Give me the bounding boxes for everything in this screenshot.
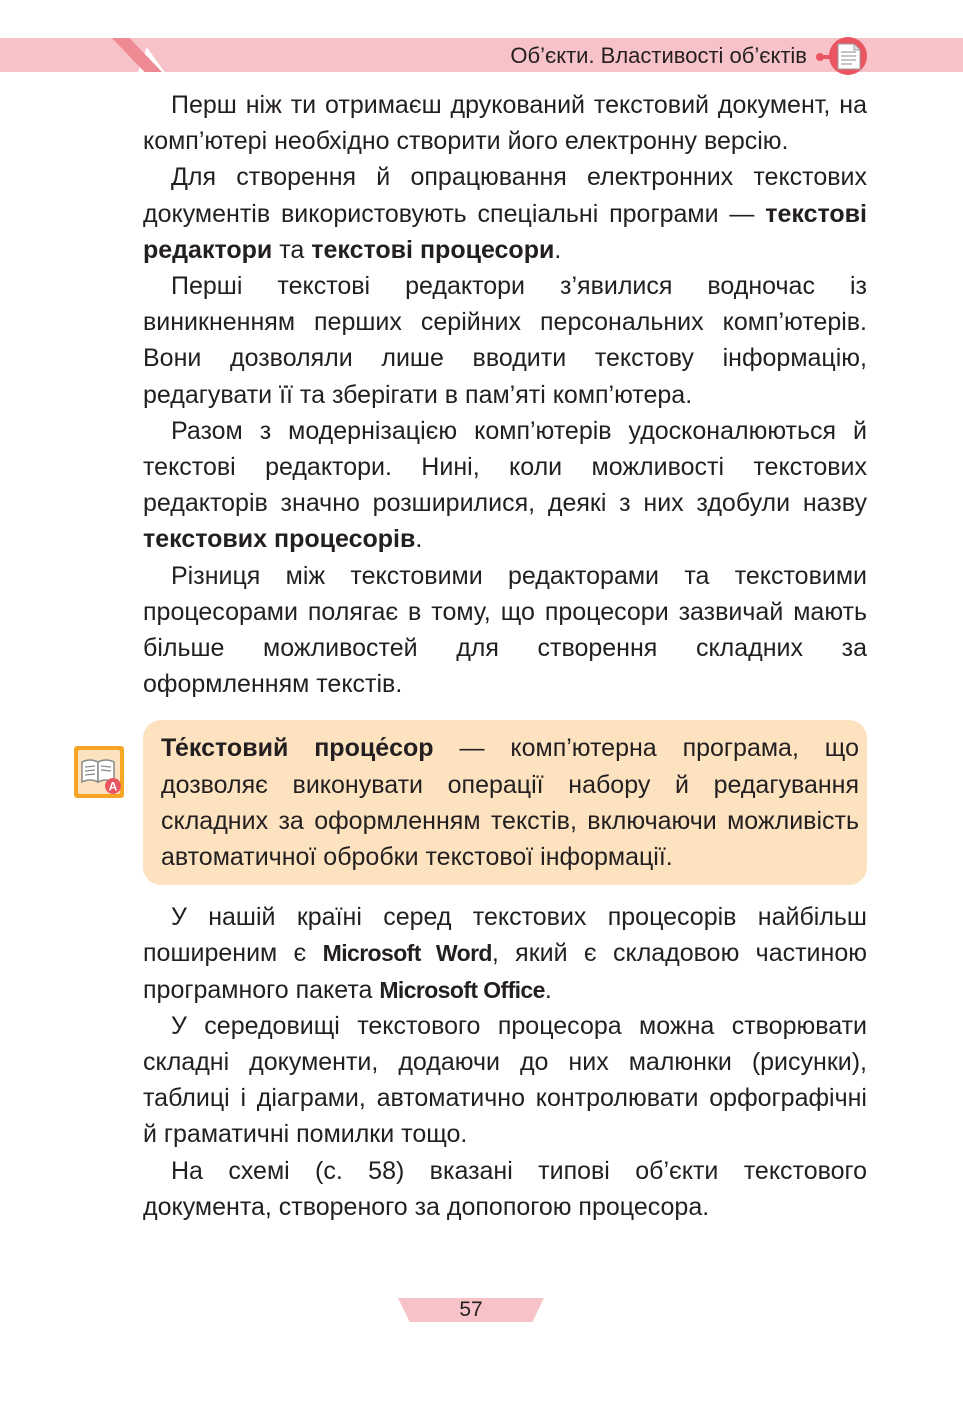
product-name-office: Microsoft Office <box>379 976 545 1003</box>
svg-text:A: A <box>108 779 118 794</box>
paragraph-6: У нашій країні серед текстових процесорів найбільш поширеним є Microsoft Word, який є складовою частиною програмного пакета Microsoft Office. <box>143 903 867 1004</box>
running-header-title: Об’єкти. Властивості об’єктів <box>510 43 807 68</box>
dictionary-icon <box>72 744 126 800</box>
term-text-processors-gen: текстових процесорів <box>143 525 416 554</box>
definition-text: Те́кстовий проце́сор — комп’ютерна програма, що дозволяє виконувати операції набору й редагування складних за оформленням текстів, включаючи можливість автоматичної обробки текстової інформації. <box>161 734 859 872</box>
paragraph-5: Різниця між текстовими редакторами та текстовими процесорами полягає в тому, що процесори зазвичай мають більше можливостей для створення складних за оформленням текстів. <box>143 561 867 699</box>
document-icon <box>812 36 872 76</box>
paragraph-8: На схемі (с. 58) вказані типові об’єкти текстового документа, створеного за допопогою процесора. <box>143 1156 867 1221</box>
paragraph-3: Перші текстові редактори з’явилися водночас із виникненням перших серійних персональних комп’ютерів. Вони дозволяли лише вводити текстову інформацію, редагувати її та зберігати в пам’яті комп’ютера. <box>143 272 867 409</box>
term-text-editors: текстові редактори <box>143 199 867 264</box>
paragraph-1: Перш ніж ти отримаєш друкований текстовий документ, на комп’ютері необхідно створити його електронну версію. <box>143 91 867 156</box>
term-text-processors: текстові процесори <box>311 235 555 264</box>
paragraph-2: Для створення й опрацювання електронних текстових документів використовують спеціальні програми — текстові редактори та текстові процесори. <box>143 163 867 264</box>
definition-term: Те́кстовий проце́сор <box>161 734 434 763</box>
paragraph-7: У середовищі текстового процесора можна створювати складні документи, додаючи до них малюнки (рисунки), таблиці і діаграми, автоматично контролювати орфографічні й граматичні помилки тощо. <box>143 1011 867 1149</box>
definition-box <box>143 720 867 885</box>
body-text <box>143 87 867 1225</box>
product-name-word: Microsoft Word <box>322 940 492 967</box>
page-header <box>0 38 963 74</box>
page-number: 57 <box>459 1298 483 1321</box>
paragraph-4: Разом з модернізацією комп’ютерів удосконалюються й текстові редактори. Нині, коли можливості текстових редакторів значно розширилися, деякі з них здобули назву текстових процесорів. <box>143 416 867 554</box>
